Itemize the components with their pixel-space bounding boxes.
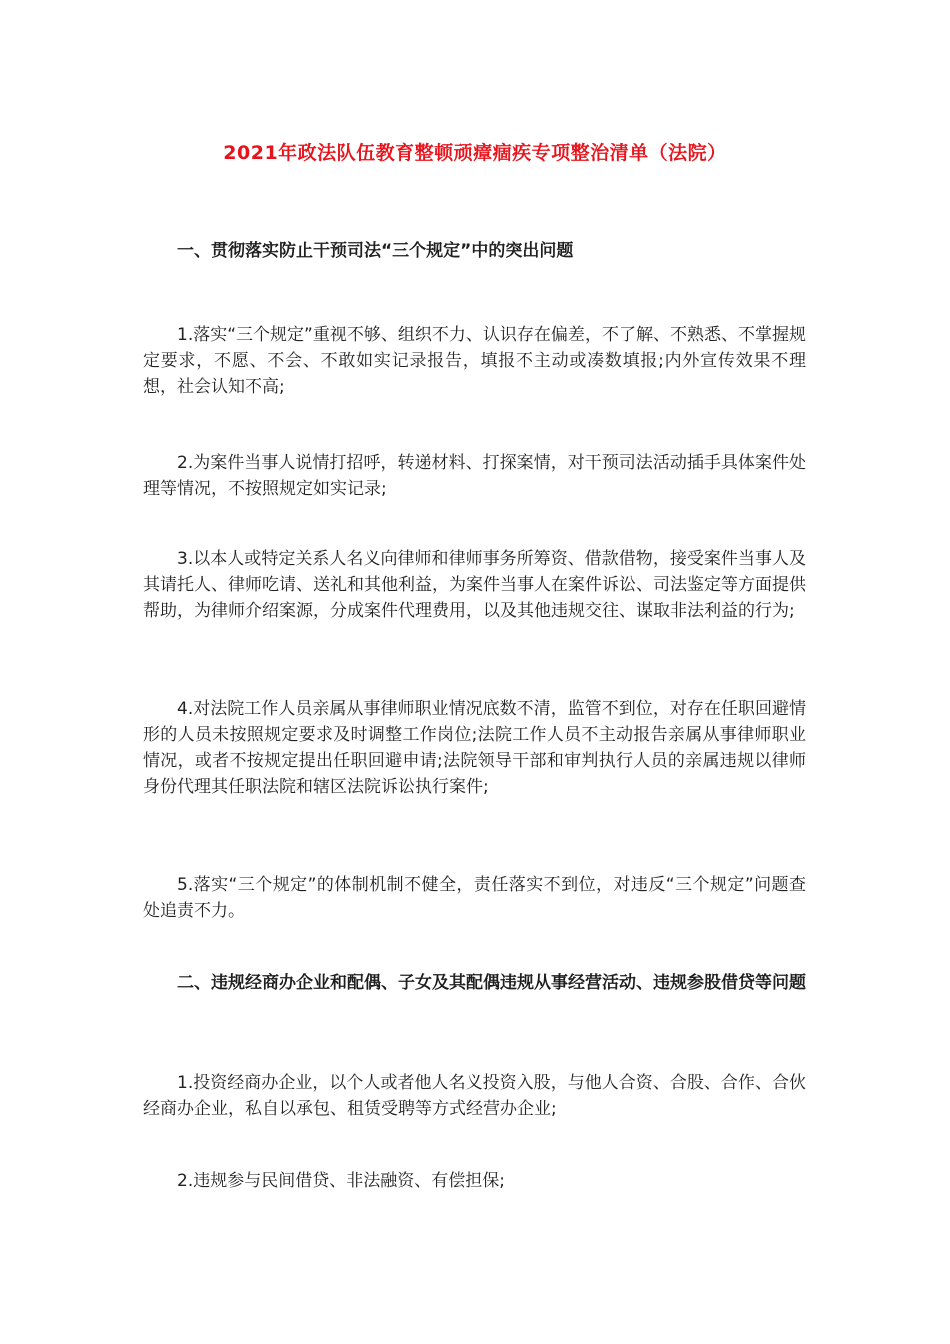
section-1-item-1: 1.落实“三个规定”重视不够、组织不力、认识存在偏差，不了解、不熟悉、不掌握规定要求，不愿、不会、不敢如实记录报告，填报不主动或凑数填报;内外宣传效果不理想，社会认知不高; xyxy=(143,325,806,397)
section-2-heading: 二、违规经商办企业和配偶、子女及其配偶违规从事经营活动、违规参股借贷等问题 xyxy=(177,973,806,993)
section-1-item-5: 5.落实“三个规定”的体制机制不健全，责任落实不到位，对违反“三个规定”问题查处追责不力。 xyxy=(143,875,806,921)
section-1-heading: 一、贯彻落实防止干预司法“三个规定”中的突出问题 xyxy=(177,241,574,261)
section-2-item-1: 1.投资经商办企业，以个人或者他人名义投资入股，与他人合资、合股、合作、合伙经商办企业，私自以承包、租赁受聘等方式经营办企业; xyxy=(143,1073,806,1119)
section-1-item-2: 2.为案件当事人说情打招呼，转递材料、打探案情，对干预司法活动插手具体案件处理等情况，不按照规定如实记录; xyxy=(143,453,806,499)
document-title: 2021年政法队伍教育整顿顽瘴痼疾专项整治清单（法院） xyxy=(223,142,727,164)
section-2-item-2: 2.违规参与民间借贷、非法融资、有偿担保; xyxy=(177,1171,505,1191)
section-1-item-4: 4.对法院工作人员亲属从事律师职业情况底数不清，监管不到位，对存在任职回避情形的人员未按照规定要求及时调整工作岗位;法院工作人员不主动报告亲属从事律师职业情况，或者不按规定提出任职回避申请;法院领导干部和审判执行人员的亲属违规以律师身份代理其任职法院和辖区法院诉讼执行案件; xyxy=(143,699,806,797)
section-1-item-3: 3.以本人或特定关系人名义向律师和律师事务所筹资、借款借物，接受案件当事人及其请托人、律师吃请、送礼和其他利益，为案件当事人在案件诉讼、司法鉴定等方面提供帮助，为律师介绍案源，分成案件代理费用，以及其他违规交往、谋取非法利益的行为; xyxy=(143,549,806,621)
